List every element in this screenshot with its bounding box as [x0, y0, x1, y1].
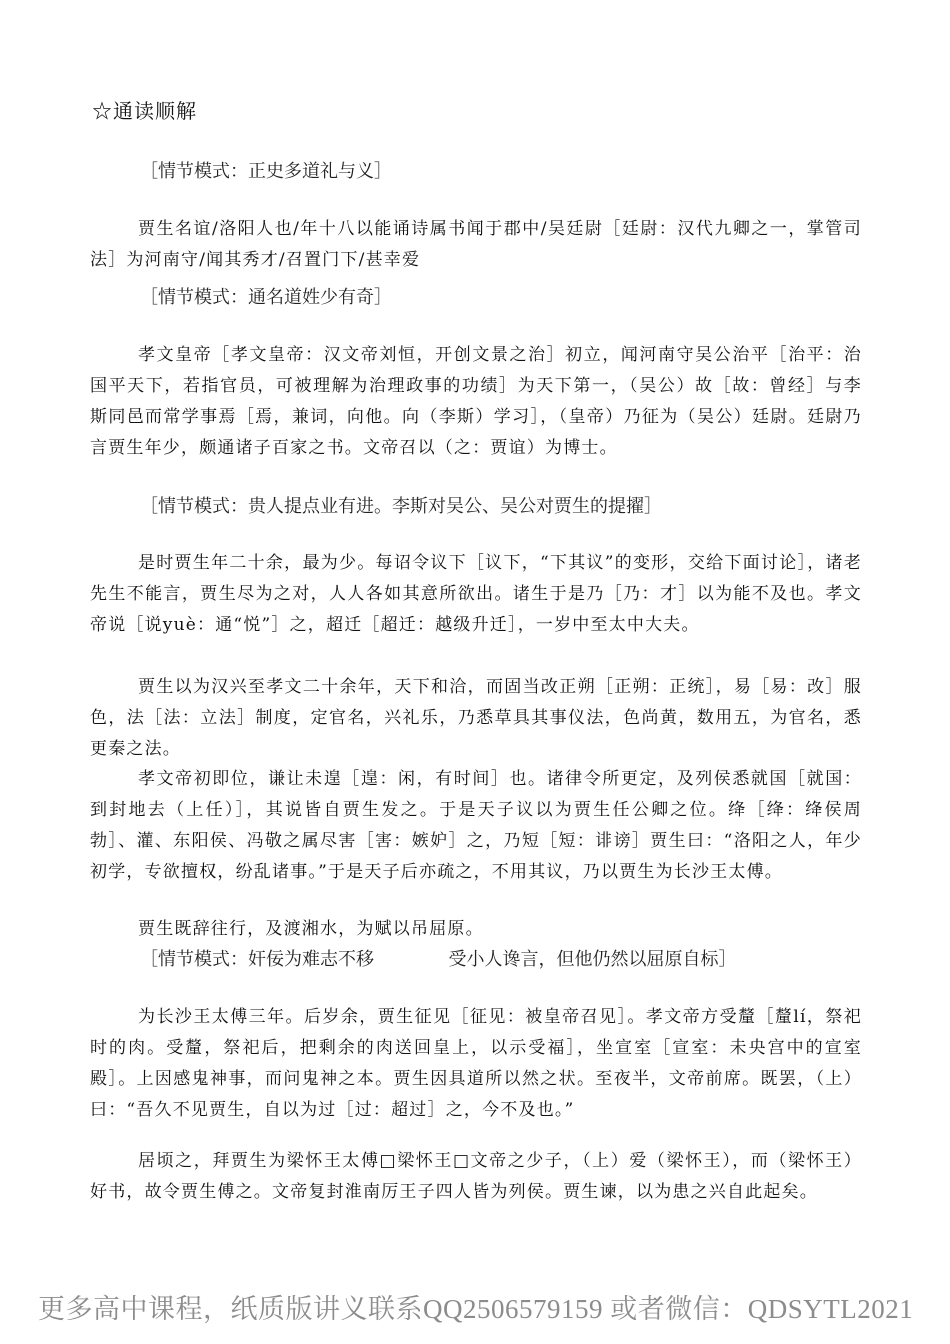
- plot-mode-note-4: [140, 946, 737, 972]
- footer-contact-banner: 更多高中课程，纸质版讲义联系QQ2506579159 或者微信：QDSYTL2021: [38, 1294, 914, 1324]
- paragraph-6: 贾生既辞往行，及渡湘水，为赋以吊屈原。: [138, 919, 484, 939]
- paragraph-5: 孝文帝初即位，谦让未遑［遑：闲，有时间］也。诸律令所更定，及列侯悉就国［就国：到封地去（上任）］，其说皆自贾生发之。于是天子议以为贾生任公卿之位。绛［绛：绛侯周勃］、灌、东阳侯、冯敬之属尽害［害：嫉妒］之，乃短［短：诽谤］贾生曰：“洛阳之人，年少初学，专欲擅权，纷乱诸事。”于是天子后亦疏之，不用其议，乃以贾生为长沙王太傅。: [90, 769, 862, 882]
- plot-mode-note-4b: 受小人谗言，但他仍然以屈原自标］: [448, 949, 737, 969]
- plot-mode-note-3: ［情节模式：贵人提点业有进。李斯对吴公、吴公对贾生的提擢］: [140, 496, 662, 516]
- paragraph-4: 贾生以为汉兴至孝文二十余年，天下和洽，而固当改正朔［正朔：正统］，易［易：改］服色，法［法：立法］制度，定官名，兴礼乐，乃悉草具其事仪法，色尚黄，数用五，为官名，悉更秦之法。: [90, 677, 862, 759]
- plot-mode-note-2: ［情节模式：通名道姓少有奇］: [140, 287, 392, 307]
- section-heading: ☆通读顺解: [92, 99, 197, 123]
- plot-mode-note-1: ［情节模式：正史多道礼与义］: [140, 161, 392, 181]
- paragraph-2: 孝文皇帝［孝文皇帝：汉文帝刘恒，开创文景之治］初立，闻河南守吴公治平［治平：治国平天下，若指官员，可被理解为治理政事的功绩］为天下第一，（吴公）故［故：曾经］与李斯同邑而常学事焉［焉，兼词，向他。向（李斯）学习］，（皇帝）乃征为（吴公）廷尉。廷尉乃言贾生年少，颇通诸子百家之书。文帝召以（之：贾谊）为博士。: [90, 345, 862, 458]
- paragraph-1: 贾生名谊/洛阳人也/年十八以能诵诗属书闻于郡中/吴廷尉［廷尉：汉代九卿之一，掌管司法］为河南守/闻其秀才/召置门下/甚幸爱: [90, 219, 862, 270]
- paragraph-7: 为长沙王太傅三年。后岁余，贾生征见［征见：被皇帝召见］。孝文帝方受釐［釐lí，祭祀时的肉。受釐，祭祀后，把剩余的肉送回皇上，以示受福］，坐宣室［宣室：未央宫中的宣室殿］。上因感鬼神事，而问鬼神之本。贾生因具道所以然之状。至夜半，文帝前席。既罢，（上）曰：“吾久不见贾生，自以为过［过：超过］之，今不及也。”: [90, 1007, 862, 1120]
- plot-mode-note-4a: ［情节模式：奸佞为难志不移: [140, 949, 374, 969]
- paragraph-3: 是时贾生年二十余，最为少。每诏令议下［议下，“下其议”的变形，交给下面讨论］，诸老先生不能言，贾生尽为之对，人人各如其意所欲出。诸生于是乃［乃：才］以为能不及也。孝文帝说［说yuè：通“悦”］之，超迁［超迁：越级升迁］，一岁中至太中大夫。: [90, 553, 862, 635]
- paragraph-8: 居顷之，拜贾生为梁怀王太傅□梁怀王□文帝之少子，（上）爱（梁怀王），而（梁怀王）好书，故令贾生傅之。文帝复封淮南厉王子四人皆为列侯。贾生谏，以为患之兴自此起矣。: [90, 1151, 862, 1202]
